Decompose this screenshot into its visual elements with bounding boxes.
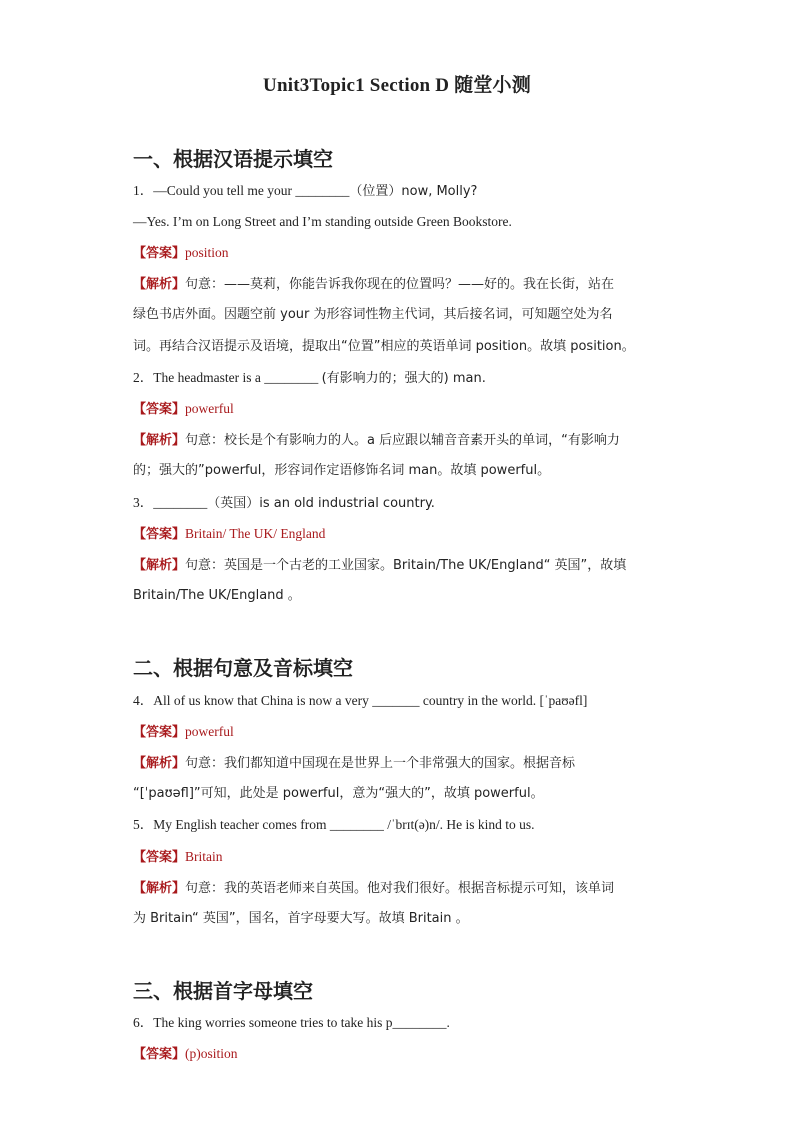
analysis-label: 【解析】	[133, 756, 186, 771]
question-text: The king worries someone tries to take his p________.	[153, 1015, 450, 1030]
question-text: All of us know that China is now a very	[153, 693, 369, 708]
question-text: （位置）now, Molly?	[349, 184, 478, 199]
analysis-4	[133, 756, 575, 770]
section-heading-1: 一、根据汉语提示填空	[133, 149, 333, 171]
analysis-text: 句意：我的英语老师来自英国。他对我们很好。根据音标提示可知，该单词	[185, 881, 615, 896]
analysis-label: 【解析】	[133, 558, 186, 573]
analysis-label: 【解析】	[133, 433, 186, 448]
question-text: —Could you tell me your	[153, 183, 292, 198]
question-3	[133, 496, 435, 510]
answer-text: powerful	[185, 401, 234, 416]
analysis-1	[133, 277, 614, 291]
answer-blank: _______	[372, 693, 420, 708]
answer-text: (p)osition	[185, 1046, 238, 1061]
question-4	[133, 694, 587, 708]
analysis-3	[133, 558, 626, 572]
analysis-5	[133, 881, 614, 895]
answer-2	[133, 402, 234, 416]
answer-3	[133, 527, 325, 541]
question-1-line-2: —Yes. I’m on Long Street and I’m standing outside Green Bookstore.	[133, 214, 512, 229]
analysis-1-line-3: 词。再结合汉语提示及语境，提取出“位置”相应的英语单词 position。故填 position。	[133, 339, 635, 354]
analysis-2-line-2: 的；强大的”powerful，形容词作定语修饰名词 man。故填 powerful。	[133, 463, 551, 478]
analysis-text: 句意：我们都知道中国现在是世界上一个非常强大的国家。根据音标	[185, 756, 576, 771]
analysis-2	[133, 433, 620, 447]
analysis-text: 句意：校长是个有影响力的人。a 后应跟以辅音音素开头的单词，“有影响力	[185, 433, 620, 448]
question-2	[133, 371, 486, 385]
analysis-5-line-2: 为 Britain“ 英国”，国名，首字母要大写。故填 Britain 。	[133, 911, 469, 926]
answer-text: position	[185, 245, 229, 260]
analysis-text: 句意：——莫莉，你能告诉我你现在的位置吗？——好的。我在长街，站在	[185, 277, 615, 292]
question-text: /ˈbrɪt(ə)n/. He is kind to us.	[387, 817, 535, 832]
answer-blank: ________	[329, 817, 384, 832]
question-1	[133, 184, 477, 198]
section-heading-2: 二、根据句意及音标填空	[133, 658, 353, 680]
question-text: The headmaster is a	[153, 370, 261, 385]
answer-label: 【答案】	[133, 850, 186, 865]
answer-6	[133, 1047, 238, 1061]
answer-text: Britain/ The UK/ England	[185, 526, 326, 541]
answer-blank: ________	[295, 183, 350, 198]
answer-text: powerful	[185, 724, 234, 739]
analysis-4-line-2: “[ˈpaʊəfl]”可知，此处是 powerful，意为“强大的”，故填 powerful。	[133, 786, 544, 801]
question-6	[133, 1016, 450, 1030]
answer-4	[133, 725, 234, 739]
analysis-3-line-2: Britain/The UK/England 。	[133, 588, 301, 603]
section-heading-3: 三、根据首字母填空	[133, 981, 313, 1003]
analysis-1-line-2: 绿色书店外面。因题空前 your 为形容词性物主代词，其后接名词，可知题空处为名	[133, 307, 613, 322]
question-text: My English teacher comes from	[153, 817, 327, 832]
analysis-label: 【解析】	[133, 277, 186, 292]
answer-blank: ________	[153, 495, 208, 510]
answer-5	[133, 850, 223, 864]
answer-label: 【答案】	[133, 725, 186, 740]
answer-label: 【答案】	[133, 246, 186, 261]
analysis-label: 【解析】	[133, 881, 186, 896]
question-text: (有影响力的；强大的) man.	[321, 371, 486, 386]
answer-label: 【答案】	[133, 527, 186, 542]
answer-1	[133, 246, 229, 260]
question-number: 3．	[133, 495, 154, 510]
answer-label: 【答案】	[133, 1047, 186, 1062]
question-text: （英国）is an old industrial country.	[207, 496, 435, 511]
answer-label: 【答案】	[133, 402, 186, 417]
page-title: Unit3Topic1 Section D 随堂小测	[263, 75, 531, 96]
question-number: 4．	[133, 693, 154, 708]
question-number: 1．	[133, 183, 154, 198]
answer-blank: ________	[264, 370, 319, 385]
analysis-text: 句意：英国是一个古老的工业国家。Britain/The UK/England“ 英国”，故填	[185, 558, 627, 573]
question-text: country in the world. [ˈpaʊəfl]	[422, 693, 588, 708]
question-number: 2．	[133, 370, 154, 385]
question-5	[133, 818, 535, 832]
question-number: 5．	[133, 817, 154, 832]
answer-text: Britain	[185, 849, 223, 864]
question-number: 6．	[133, 1015, 154, 1030]
